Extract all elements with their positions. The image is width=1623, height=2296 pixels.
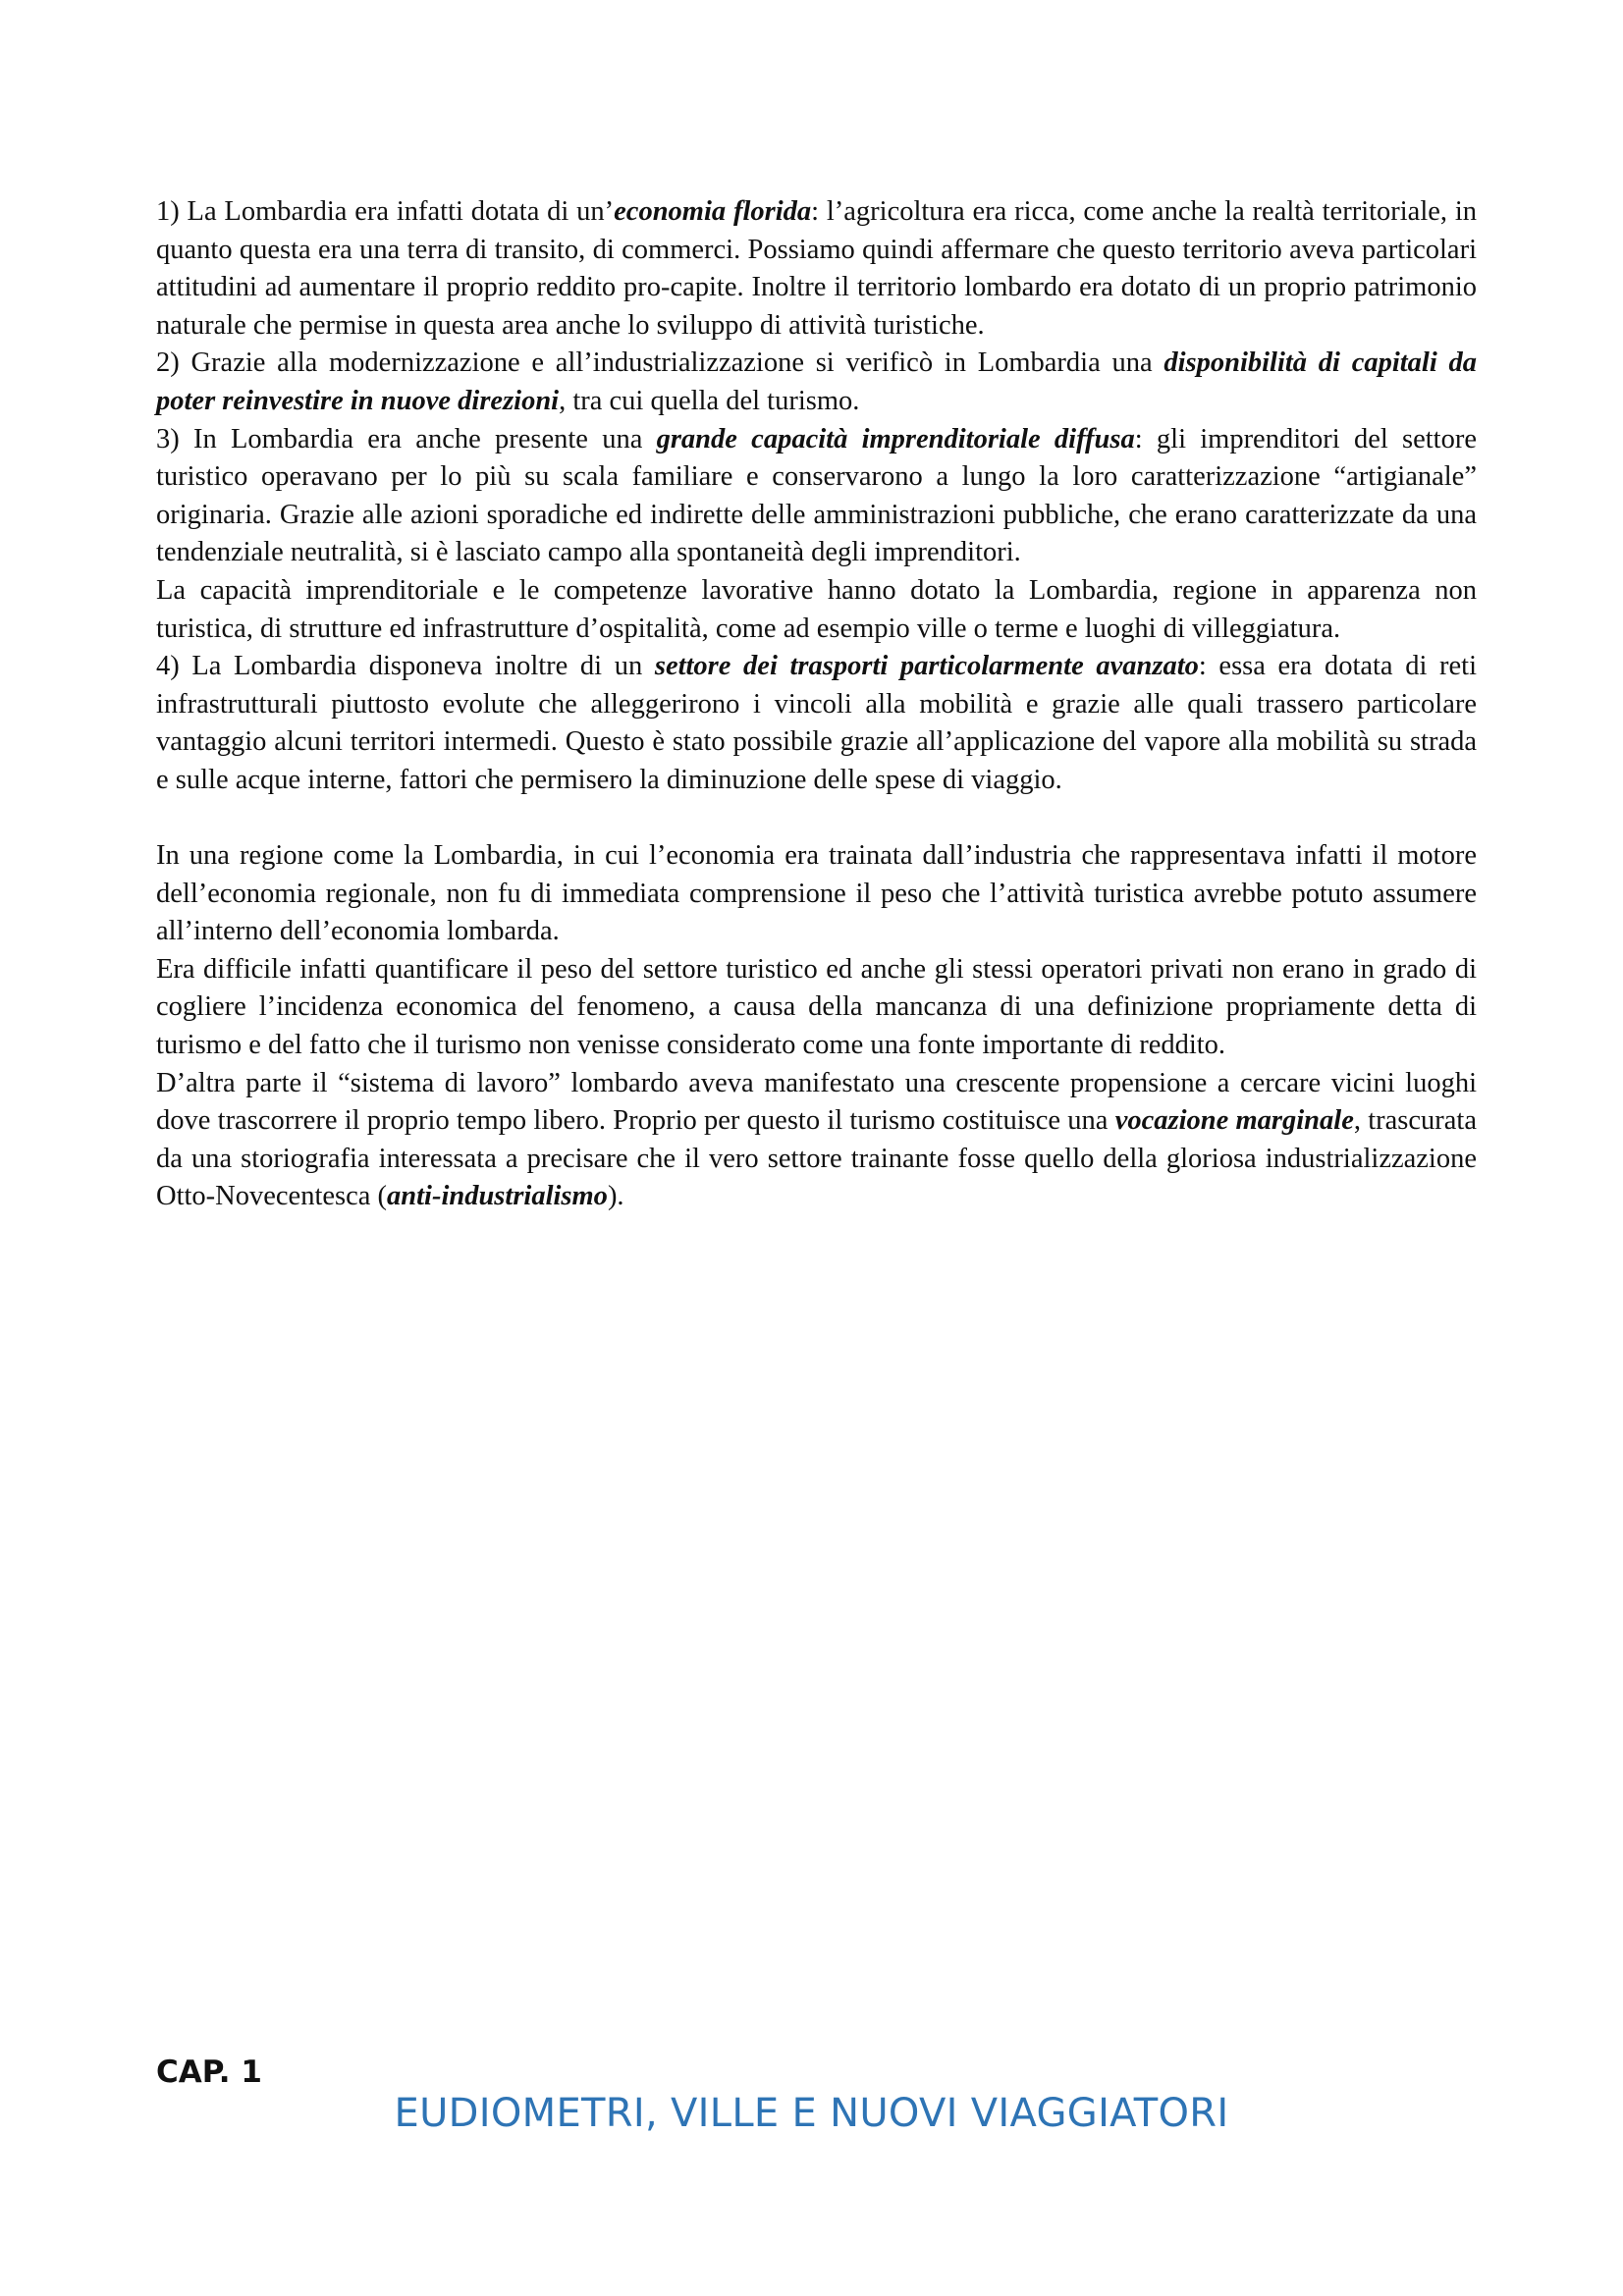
paragraph-economia-regionale: In una regione come la Lombardia, in cui l’economia era trainata dall’industria che rappresentava infatti il motore dell’economia regionale, non fu di immediata comprensione il peso che l’attività turistica avrebbe potuto assumere all’interno dell’economia lombarda. [156, 840, 1477, 947]
paragraph-disponibilita-capitali [156, 345, 1477, 420]
text-run: , trascurata da una storiografia interessata a precisare che il vero settore trainante fosse quello della gloriosa industrializzazione Otto-Novecentesca ( [156, 1105, 1477, 1212]
paragraph-peso-settore-turistico: Era difficile infatti quantificare il peso del settore turistico ed anche gli stessi operatori privati non erano in grado di cogliere l’incidenza economica del fenomeno, a causa della mancanza di una definizione propriamente detta di turismo e del fatto che il turismo non venisse considerato come una fonte importante di reddito. [156, 953, 1477, 1061]
text-run: 2) Grazie alla modernizzazione e all’industrializzazione si verificò in Lombardia una [156, 347, 1164, 379]
text-run: , tra cui quella del turismo. [559, 385, 860, 416]
emphasis: disponibilità di capitali da poter reinvestire in nuove direzioni [156, 347, 1477, 416]
text-run: 1) La Lombardia era infatti dotata di un’ [156, 196, 615, 227]
text-run: ). [607, 1181, 624, 1212]
paragraph-competenze-lavorative: La capacità imprenditoriale e le competenze lavorative hanno dotato la Lombardia, regione in apparenza non turistica, di strutture ed infrastrutture d’ospitalità, come ad esempio ville o terme e luoghi di villeggiatura. [156, 574, 1477, 644]
body-text [156, 193, 1477, 1216]
chapter-label: CAP. 1 [156, 2055, 262, 2090]
emphasis: vocazione marginale [1114, 1105, 1354, 1137]
chapter-title: EUDIOMETRI, VILLE E NUOVI VIAGGIATORI [394, 2091, 1229, 2136]
emphasis: settore dei trasporti particolarmente avanzato [654, 651, 1199, 682]
paragraph-economia-florida [156, 193, 1477, 345]
paragraph-vocazione-marginale [156, 1065, 1477, 1216]
emphasis: economia florida [614, 196, 812, 227]
text-run: : l’agricoltura era ricca, come anche la realtà territoriale, in quanto questa era una terra di transito, di commerci. Possiamo quindi affermare che questo territorio aveva particolari attitudini ad aumentare il proprio reddito pro-capite. Inoltre il territorio lombardo era dotato di un proprio patrimonio naturale che permise in questa area anche lo sviluppo di attività turistiche. [156, 196, 1478, 341]
paragraph-capacita-imprenditoriale [156, 421, 1477, 572]
paragraph-settore-trasporti [156, 648, 1477, 799]
paragraph-spacer [156, 800, 1477, 838]
text-run: 3) In Lombardia era anche presente una [156, 423, 657, 454]
emphasis: anti-industrialismo [387, 1181, 608, 1212]
emphasis: grande capacità imprenditoriale diffusa [656, 423, 1135, 454]
text-run: : essa era dotata di reti infrastrutturali piuttosto evolute che alleggerirono i vincoli alla mobilità e grazie alle quali trassero particolare vantaggio alcuni territori intermedi. Questo è stato possibile grazie all’applicazione del vapore alla mobilità su strada e sulle acque interne, fattori che permisero la diminuzione delle spese di viaggio. [156, 651, 1477, 795]
text-run: 4) La Lombardia disponeva inoltre di un [156, 651, 655, 682]
text-run: : gli imprenditori del settore turistico operavano per lo più su scala familiare e conservarono a lungo la loro caratterizzazione “artigianale” originaria. Grazie alle azioni sporadiche ed indirette delle amministrazioni pubbliche, che erano caratterizzate da una tendenziale neutralità, si è lasciato campo alla spontaneità degli imprenditori. [156, 423, 1477, 568]
text-run: D’altra parte il “sistema di lavoro” lombardo aveva manifestato una crescente propensione a cercare vicini luoghi dove trascorrere il proprio tempo libero. Proprio per questo il turismo costituisce una [156, 1067, 1477, 1137]
